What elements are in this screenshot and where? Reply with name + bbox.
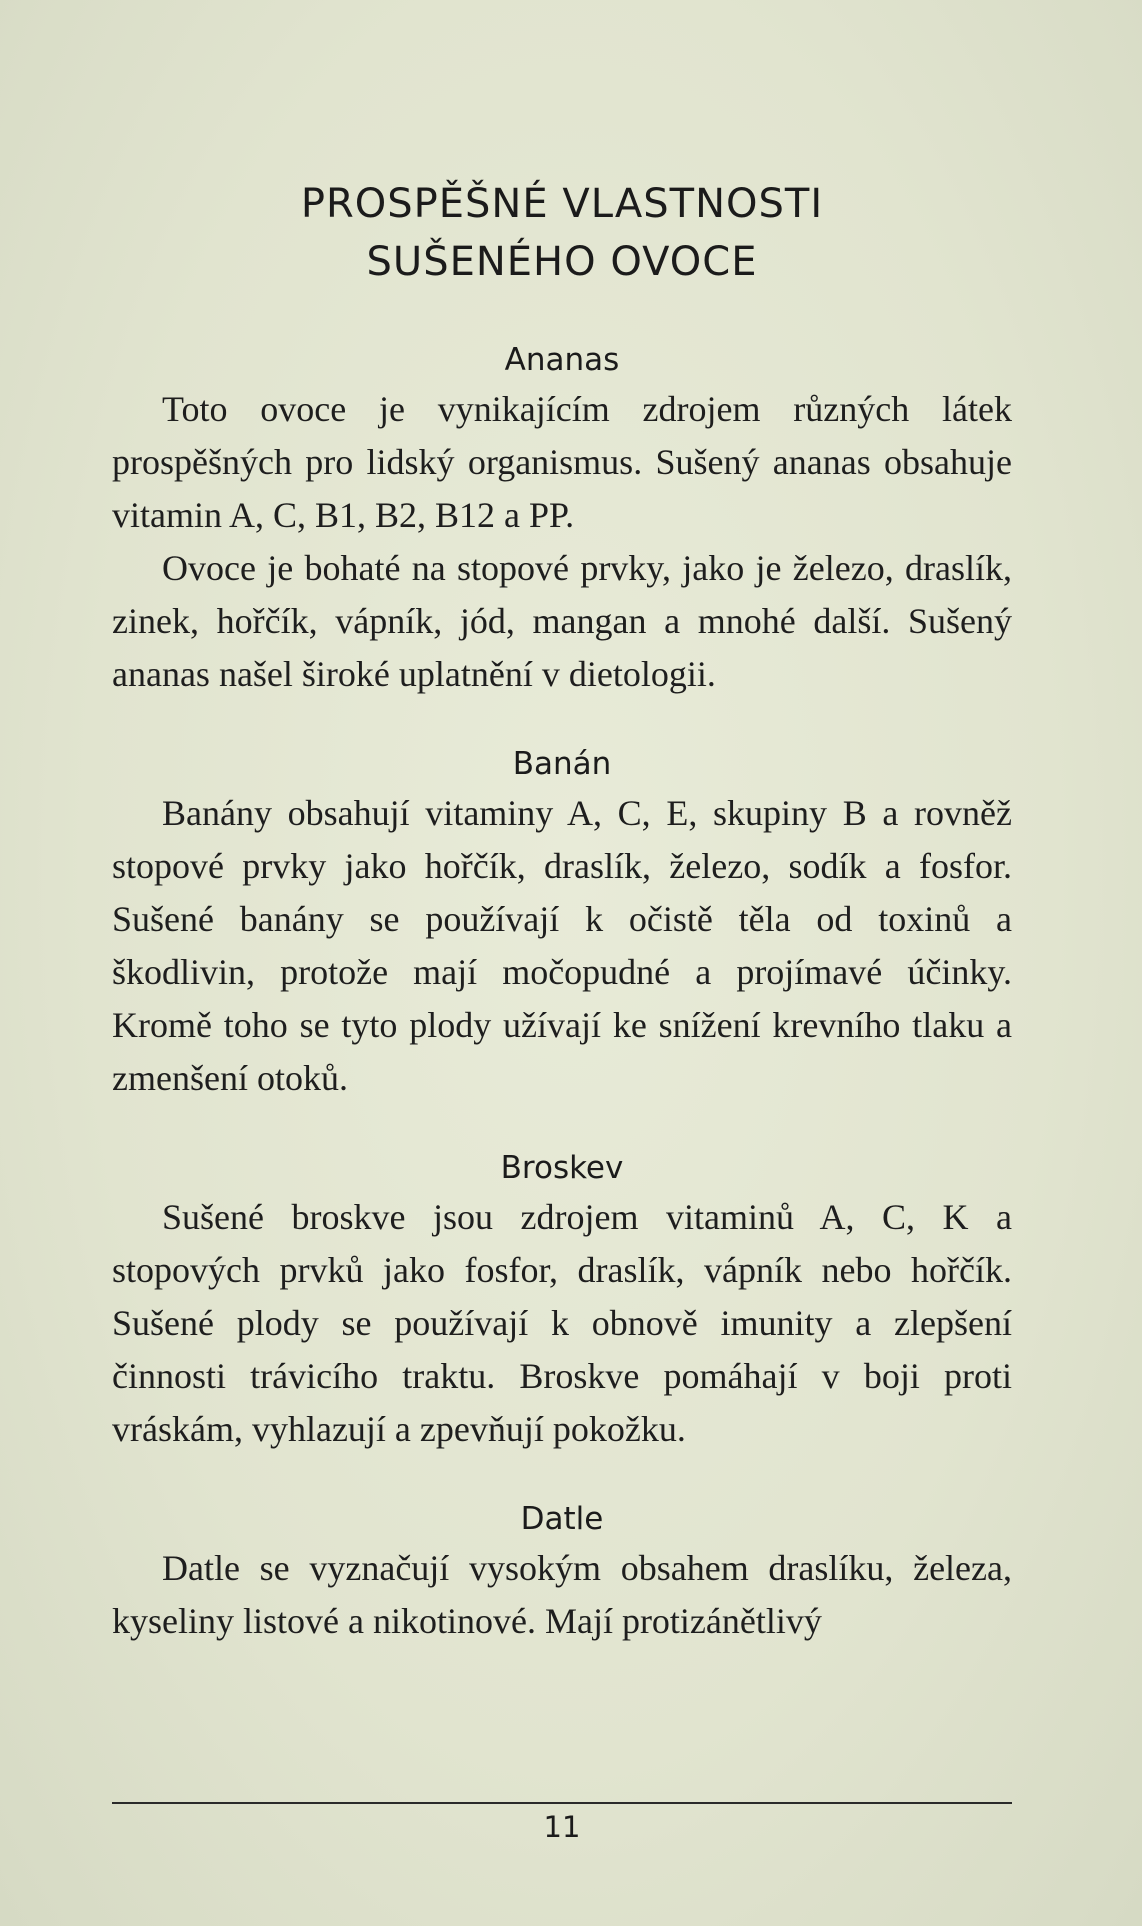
section-heading: Banán — [512, 746, 612, 782]
paragraph: Sušené broskve jsou zdrojem vitaminů A, C, K a stopových prvků jako fosfor, draslík, vápník nebo hořčík. Sušené plody se používají k obnově imunity a zlepšení činnosti trávicího traktu. Broskve pomáhají v boji proti vráskám, vyhlazují a zpevňují pokožku. — [112, 1197, 1012, 1449]
paragraph: Banány obsahují vitaminy A, C, E, skupiny B a rovněž stopové prvky jako hořčík, draslík, železo, sodík a fosfor. Sušené banány se používají k očistě těla od toxinů a škodlivin, protože mají močopudné a projímavé účinky. Kromě toho se tyto plody užívají ke snížení krevního tlaku a zmenšení otoků. — [112, 793, 1012, 1098]
section-datle — [112, 1496, 1012, 1648]
section-body — [112, 383, 1012, 701]
chapter-title-line-2: SUŠENÉHO OVOCE — [366, 239, 758, 285]
section-body — [112, 1542, 1012, 1648]
section-heading: Datle — [520, 1501, 604, 1537]
section-heading: Broskev — [500, 1150, 624, 1186]
paragraph: Ovoce je bohaté na stopové prvky, jako je železo, draslík, zinek, hořčík, vápník, jód, mangan a mnohé další. Sušený ananas našel široké uplatnění v dietologii. — [112, 548, 1012, 694]
footer-rule — [112, 1802, 1012, 1804]
section-broskev — [112, 1145, 1012, 1456]
paragraph: Datle se vyznačují vysokým obsahem draslíku, železa, kyseliny listové a nikotinové. Mají protizánětlivý — [112, 1548, 1012, 1641]
section-heading: Ananas — [504, 342, 620, 378]
chapter-title-line-1: PROSPĚŠNÉ VLASTNOSTI — [300, 181, 824, 227]
page-number: 11 — [543, 1810, 581, 1844]
page-content — [112, 175, 1012, 1688]
chapter-title — [112, 175, 1012, 291]
section-body — [112, 787, 1012, 1105]
section-body — [112, 1191, 1012, 1456]
section-ananas — [112, 337, 1012, 701]
paragraph: Toto ovoce je vynikajícím zdrojem různých látek prospěšných pro lidský organismus. Sušený ananas obsahuje vitamin A, C, B1, B2, B12 a PP. — [112, 389, 1012, 535]
section-banan — [112, 741, 1012, 1105]
